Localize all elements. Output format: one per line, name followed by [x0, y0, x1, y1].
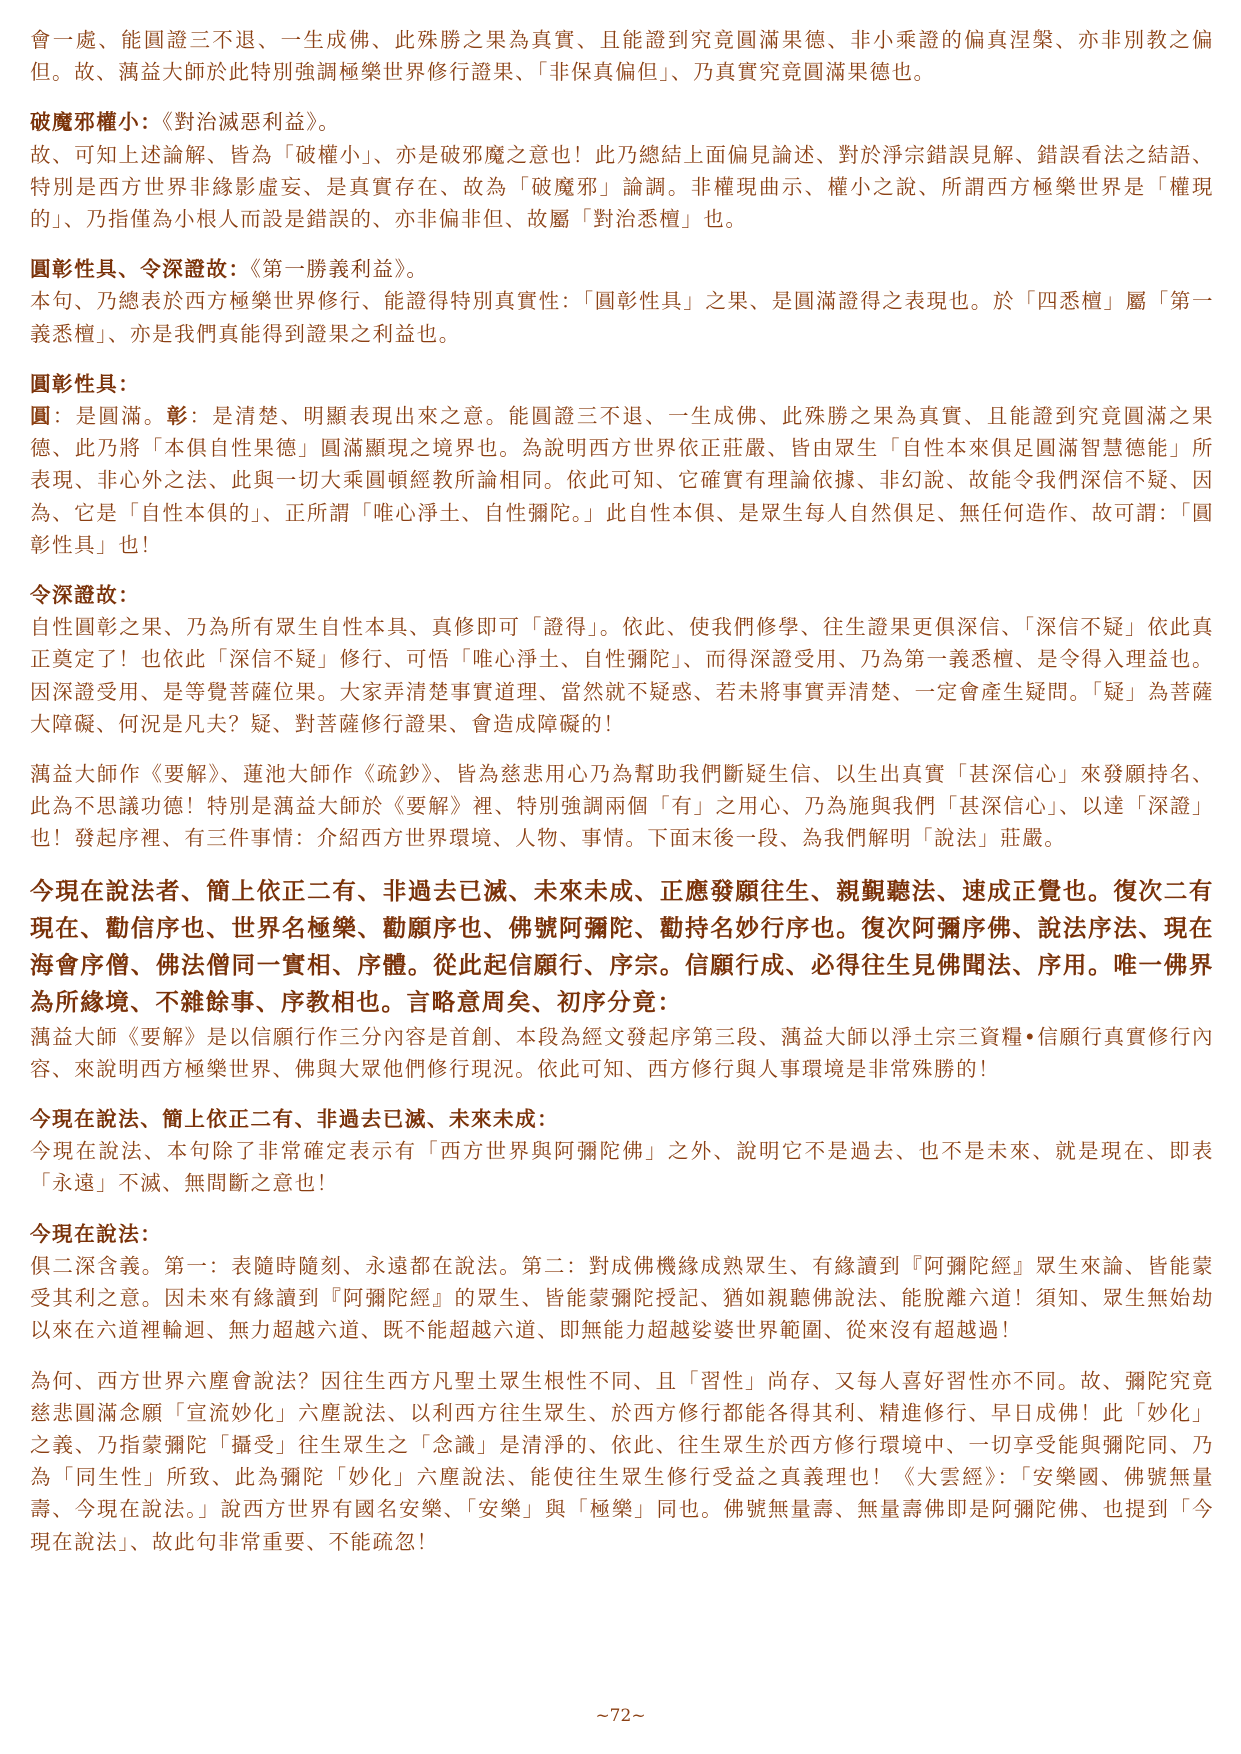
heading-subtitle: 《對治滅惡利益》。 — [162, 110, 341, 135]
paragraph-liu-chen: 為何、西方世界六塵會說法？因往生西方凡聖土眾生根性不同、且「習性」尚存、又每人喜好習性亦不同。故、彌陀究竟慈悲圓滿念願「宣流妙化」六塵說法、以利西方往生眾生、於西方修行都能各得其利、精進修行、早日成佛！此「妙化」之義、乃指蒙彌陀「攝受」往生眾生之「念識」是清淨的、依此、往生眾生於西方修行環境中、一切享受能與彌陀同、乃為「同生性」所致、此為彌陀「妙化」六塵說法、能使往生眾生修行受益之真義理也！《大雲經》：「安樂國、佛號無量壽、今現在說法。」說西方世界有國名安樂、「安樂」與「極樂」同也。佛號無量壽、無量壽佛即是阿彌陀佛、也提到「今現在說法」、故此句非常重要、不能疏忽！ — [30, 1368, 1214, 1554]
paragraph-yuan-zhang — [30, 400, 1214, 561]
paragraph-commentary: 蕅益大師《要解》是以信願行作三分內容是首創、本段為經文發起序第三段、蕅益大師以淨土宗三資糧•信願行真實修行內容、來說明西方極樂世界、佛與大眾他們修行現況。依此可知、西方修行與人事環境是非常殊勝的！ — [30, 1024, 1214, 1081]
paragraph-ou-yi: 蕅益大師作《要解》、蓮池大師作《疏鈔》、皆為慈悲用心乃為幫助我們斷疑生信、以生出真實「甚深信心」來發願持名、此為不思議功德！特別是蕅益大師於《要解》裡、特別強調兩個「有」之用心、乃為施與我們「甚深信心」、以達「深證」也！發起序裡、有三件事情：介紹西方世界環境、人物、事情。下面末後一段、為我們解明「說法」莊嚴。 — [30, 762, 1214, 851]
paragraph-jin-xian-zai: 俱二深含義。第一：表隨時隨刻、永遠都在說法。第二：對成佛機緣成熟眾生、有緣讀到『阿彌陀經』眾生來論、皆能蒙受其利之意。因未來有緣讀到『阿彌陀經』的眾生、皆能蒙彌陀授記、猶如親聽佛說法、能脫離六道！須知、眾生無始劫以來在六道裡輪迴、無力超越六道、既不能超越六道、即無能力超越娑婆世界範圍、從來沒有超越過！ — [30, 1253, 1214, 1343]
document-body — [30, 24, 1214, 1558]
heading-po-mo-xie — [30, 106, 1214, 138]
term-zhang: 彰 — [166, 404, 190, 429]
paragraph-po-mo-xie: 故、可知上述論解、皆為「破權小」、亦是破邪魔之意也！此乃總結上面偏見論述、對於淨宗錯誤見解、錯誤看法之結語、特別是西方世界非緣影虛妄、是真實存在、故為「破魔邪」論調。非權現曲示、權小之說、所謂西方極樂世界是「權現的」、乃指僅為小根人而設是錯誤的、亦非偏非但、故屬「對治悉檀」也。 — [30, 142, 1214, 232]
heading-yuan-zhang: 圓彰性具： — [30, 371, 141, 396]
heading-title: 圓彰性具、令深證故： — [30, 257, 251, 282]
paragraph-yuan-zhang-ling-shen: 本句、乃總表於西方極樂世界修行、能證得特別真實性：「圓彰性具」之果、是圓滿證得之表現也。於「四悉檀」屬「第一義悉檀」、亦是我們真能得到證果之利益也。 — [30, 289, 1214, 346]
heading-yuan-zhang-ling-shen — [30, 253, 1214, 285]
heading-jin-xian-zai: 今現在說法： — [30, 1221, 163, 1246]
page-number: ~72~ — [595, 1706, 646, 1726]
sutra-commentary-quote: 今現在說法者、簡上依正二有、非過去已滅、未來未成、正應發願往生、親覲聽法、速成正覺也。復次二有現在、勸信序也、世界名極樂、勸願序也、佛號阿彌陀、勸持名妙行序也。復次阿彌序佛、說法序法、現在海會序僧、佛法僧同一實相、序體。從此起信願行、序宗。信願行成、必得往生見佛聞法、序用。唯一佛界為所緣境、不雜餘事、序教相也。言略意周矣、初序分竟： — [30, 876, 1214, 1016]
heading-ling-shen-zheng: 令深證故： — [30, 583, 141, 608]
heading-jin-xian-zai-jian-shang: 今現在說法、簡上依正二有、非過去已滅、未來未成： — [30, 1107, 560, 1132]
heading-title: 破魔邪權小： — [30, 110, 163, 135]
heading-subtitle: 《第一勝義利益》。 — [250, 257, 429, 282]
definition-yuan: ：是圓滿。 — [52, 404, 167, 429]
term-yuan: 圓 — [30, 404, 53, 429]
paragraph-ling-shen-zheng: 自性圓彰之果、乃為所有眾生自性本具、真修即可「證得」。依此、使我們修學、往生證果更俱深信、「深信不疑」依此真正奠定了！也依此「深信不疑」修行、可悟「唯心淨土、自性彌陀」、而得深證受用、乃為第一義悉檀、是令得入理益也。因深證受用、是等覺菩薩位果。大家弄清楚事實道理、當然就不疑惑、若未將事實弄清楚、一定會產生疑問。「疑」為菩薩大障礙、何況是凡夫？疑、對菩薩修行證果、會造成障礙的！ — [30, 615, 1214, 736]
paragraph-jin-xian-zai-jian-shang: 今現在說法、本句除了非常確定表示有「西方世界與阿彌陀佛」之外、說明它不是過去、也不是未來、就是現在、即表「永遠」不滅、無間斷之意也！ — [30, 1139, 1214, 1196]
paragraph-intro: 會一處、能圓證三不退、一生成佛、此殊勝之果為真實、且能證到究竟圓滿果德、非小乘證的偏真涅槃、亦非別教之偏但。故、蕅益大師於此特別強調極樂世界修行證果、「非保真偏但」、乃真實究竟圓滿果德也。 — [30, 28, 1214, 85]
definition-zhang: ：是清楚、明顯表現出來之意。能圓證三不退、一生成佛、此殊勝之果為真實、且能證到究竟圓滿之果德、此乃將「本俱自性果德」圓滿顯現之境界也。為說明西方世界依正莊嚴、皆由眾生「自性本來俱足圓滿智慧德能」所表現、非心外之法、此與一切大乘圓頓經教所論相同。依此可知、它確實有理論依據、非幻說、故能令我們深信不疑、因為、它是「自性本俱的」、正所謂「唯心淨土、自性彌陀。」此自性本俱、是眾生每人自然俱足、無任何造作、故可謂：「圓彰性具」也！ — [30, 404, 1215, 557]
